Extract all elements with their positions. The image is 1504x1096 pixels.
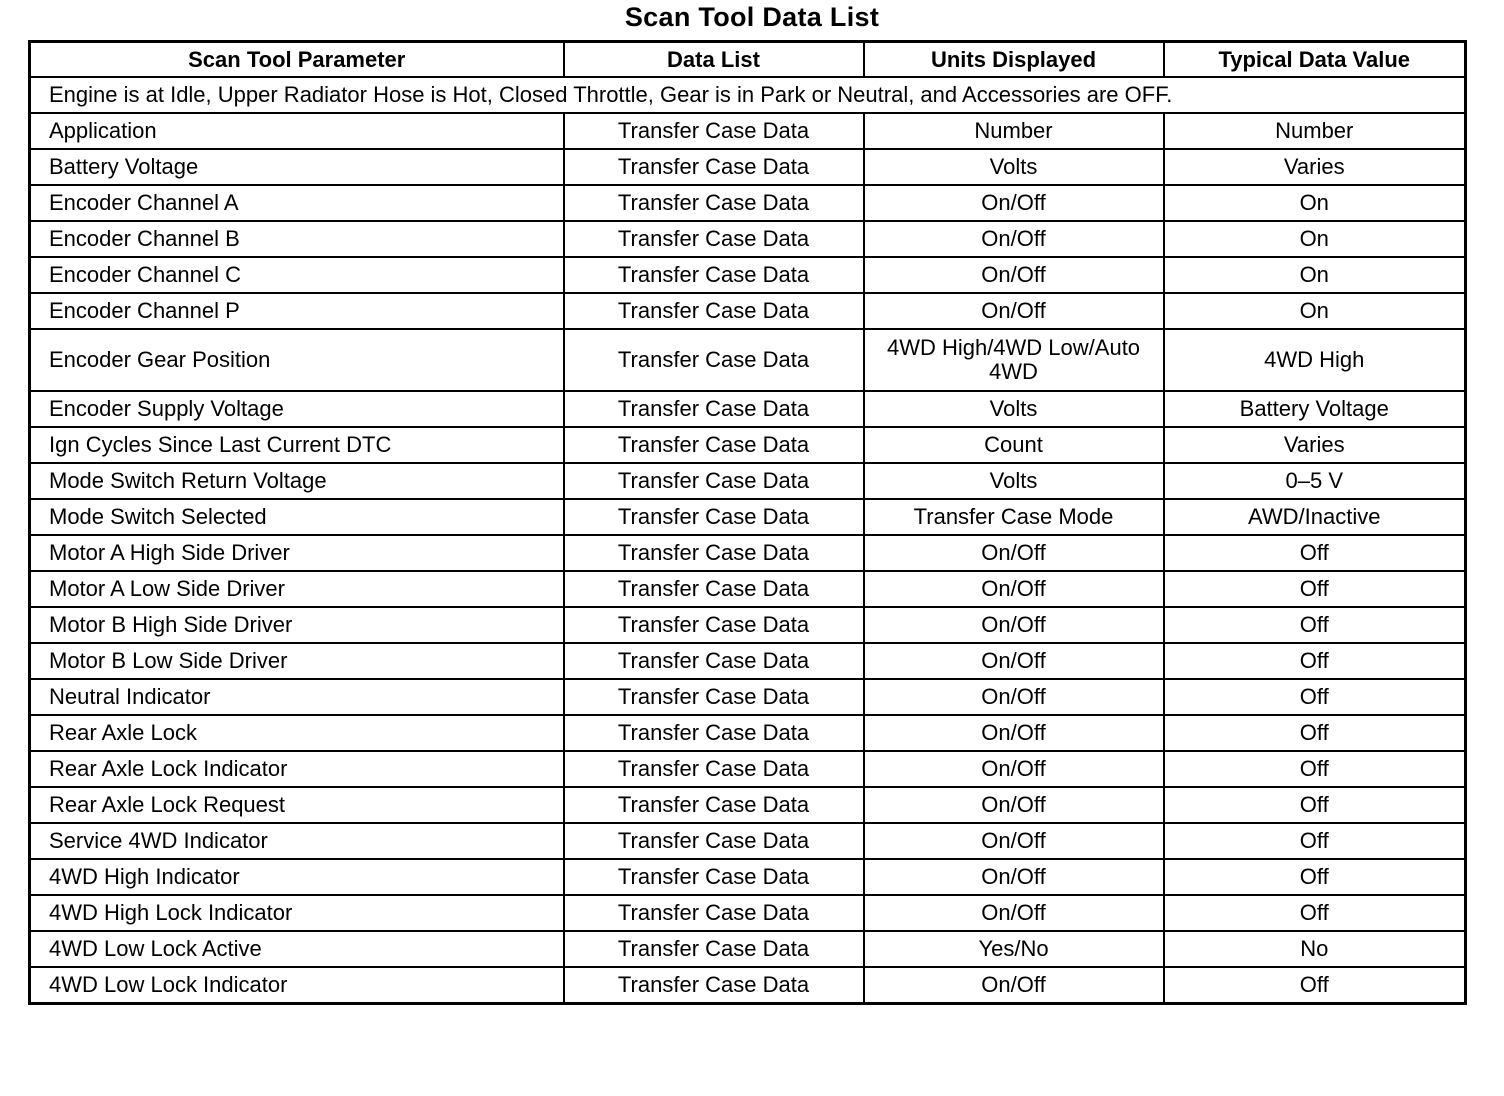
table-row (30, 643, 1466, 679)
cell-typical-value: AWD/Inactive (1164, 499, 1466, 535)
table-row (30, 427, 1466, 463)
cell-parameter: Motor A Low Side Driver (30, 571, 564, 607)
table-body (30, 77, 1466, 1004)
cell-typical-value: Varies (1164, 427, 1466, 463)
cell-data-list: Transfer Case Data (564, 679, 864, 715)
cell-parameter: Battery Voltage (30, 149, 564, 185)
table-row (30, 257, 1466, 293)
cell-data-list: Transfer Case Data (564, 293, 864, 329)
cell-typical-value: Off (1164, 751, 1466, 787)
cell-units: On/Off (864, 535, 1164, 571)
table-row (30, 293, 1466, 329)
cell-units: On/Off (864, 715, 1164, 751)
cell-typical-value: Off (1164, 967, 1466, 1004)
cell-data-list: Transfer Case Data (564, 149, 864, 185)
cell-parameter: Ign Cycles Since Last Current DTC (30, 427, 564, 463)
cell-data-list: Transfer Case Data (564, 787, 864, 823)
cell-data-list: Transfer Case Data (564, 221, 864, 257)
cell-units: On/Off (864, 751, 1164, 787)
cell-data-list: Transfer Case Data (564, 823, 864, 859)
cell-typical-value: 4WD High (1164, 329, 1466, 391)
cell-units: On/Off (864, 787, 1164, 823)
cell-units: 4WD High/4WD Low/Auto 4WD (864, 329, 1164, 391)
cell-units: On/Off (864, 823, 1164, 859)
table-row (30, 149, 1466, 185)
cell-parameter: Encoder Channel B (30, 221, 564, 257)
table-row (30, 607, 1466, 643)
header-parameter: Scan Tool Parameter (30, 42, 564, 78)
cell-typical-value: Off (1164, 571, 1466, 607)
cell-data-list: Transfer Case Data (564, 427, 864, 463)
condition-note: Engine is at Idle, Upper Radiator Hose is Hot, Closed Throttle, Gear is in Park or Neutral, and Accessories are OFF. (30, 77, 1466, 113)
table-row (30, 967, 1466, 1004)
cell-typical-value: On (1164, 293, 1466, 329)
cell-typical-value: Off (1164, 679, 1466, 715)
header-row (30, 42, 1466, 78)
cell-typical-value: 0–5 V (1164, 463, 1466, 499)
cell-data-list: Transfer Case Data (564, 607, 864, 643)
table-row (30, 715, 1466, 751)
cell-typical-value: Number (1164, 113, 1466, 149)
cell-parameter: Encoder Channel C (30, 257, 564, 293)
cell-parameter: 4WD Low Lock Active (30, 931, 564, 967)
cell-parameter: Application (30, 113, 564, 149)
cell-units: Count (864, 427, 1164, 463)
table-row (30, 185, 1466, 221)
cell-parameter: Rear Axle Lock Request (30, 787, 564, 823)
table-row (30, 391, 1466, 427)
cell-units: On/Off (864, 257, 1164, 293)
cell-parameter: 4WD Low Lock Indicator (30, 967, 564, 1004)
cell-typical-value: Battery Voltage (1164, 391, 1466, 427)
cell-parameter: Encoder Channel P (30, 293, 564, 329)
table-row (30, 679, 1466, 715)
cell-parameter: Mode Switch Selected (30, 499, 564, 535)
cell-parameter: Rear Axle Lock (30, 715, 564, 751)
cell-parameter: Encoder Channel A (30, 185, 564, 221)
cell-units: On/Off (864, 859, 1164, 895)
cell-parameter: 4WD High Indicator (30, 859, 564, 895)
table-row (30, 751, 1466, 787)
cell-units: Number (864, 113, 1164, 149)
cell-parameter: Neutral Indicator (30, 679, 564, 715)
cell-data-list: Transfer Case Data (564, 499, 864, 535)
cell-units: Volts (864, 149, 1164, 185)
cell-units: On/Off (864, 895, 1164, 931)
table-row (30, 895, 1466, 931)
cell-parameter: Service 4WD Indicator (30, 823, 564, 859)
cell-parameter: Motor B High Side Driver (30, 607, 564, 643)
cell-parameter: Encoder Supply Voltage (30, 391, 564, 427)
table-row (30, 571, 1466, 607)
table-row (30, 787, 1466, 823)
table-row (30, 823, 1466, 859)
cell-data-list: Transfer Case Data (564, 185, 864, 221)
cell-units: On/Off (864, 221, 1164, 257)
cell-parameter: Mode Switch Return Voltage (30, 463, 564, 499)
cell-typical-value: On (1164, 221, 1466, 257)
table-row (30, 463, 1466, 499)
table-row (30, 931, 1466, 967)
cell-units: On/Off (864, 571, 1164, 607)
cell-units: On/Off (864, 679, 1164, 715)
scan-tool-data-table (28, 40, 1467, 1005)
cell-typical-value: On (1164, 185, 1466, 221)
cell-units: Yes/No (864, 931, 1164, 967)
cell-units: On/Off (864, 185, 1164, 221)
header-typical-value: Typical Data Value (1164, 42, 1466, 78)
cell-units: On/Off (864, 293, 1164, 329)
cell-data-list: Transfer Case Data (564, 967, 864, 1004)
header-units: Units Displayed (864, 42, 1164, 78)
cell-parameter: 4WD High Lock Indicator (30, 895, 564, 931)
cell-units: On/Off (864, 643, 1164, 679)
cell-typical-value: Off (1164, 823, 1466, 859)
table-row (30, 535, 1466, 571)
cell-data-list: Transfer Case Data (564, 571, 864, 607)
cell-data-list: Transfer Case Data (564, 535, 864, 571)
condition-row (30, 77, 1466, 113)
cell-data-list: Transfer Case Data (564, 113, 864, 149)
header-data-list: Data List (564, 42, 864, 78)
cell-typical-value: Off (1164, 643, 1466, 679)
cell-typical-value: No (1164, 931, 1466, 967)
table-row (30, 113, 1466, 149)
cell-typical-value: Varies (1164, 149, 1466, 185)
cell-units: Transfer Case Mode (864, 499, 1164, 535)
table-row (30, 329, 1466, 391)
cell-parameter: Motor B Low Side Driver (30, 643, 564, 679)
table-row (30, 221, 1466, 257)
cell-parameter: Rear Axle Lock Indicator (30, 751, 564, 787)
cell-units: On/Off (864, 607, 1164, 643)
cell-units: Volts (864, 391, 1164, 427)
cell-data-list: Transfer Case Data (564, 463, 864, 499)
cell-typical-value: Off (1164, 859, 1466, 895)
cell-data-list: Transfer Case Data (564, 257, 864, 293)
cell-data-list: Transfer Case Data (564, 715, 864, 751)
cell-data-list: Transfer Case Data (564, 391, 864, 427)
cell-data-list: Transfer Case Data (564, 643, 864, 679)
cell-typical-value: Off (1164, 715, 1466, 751)
cell-data-list: Transfer Case Data (564, 931, 864, 967)
cell-typical-value: Off (1164, 607, 1466, 643)
table-row (30, 499, 1466, 535)
cell-data-list: Transfer Case Data (564, 895, 864, 931)
page-title: Scan Tool Data List (624, 2, 880, 32)
cell-units: Volts (864, 463, 1164, 499)
cell-typical-value: Off (1164, 895, 1466, 931)
cell-typical-value: On (1164, 257, 1466, 293)
cell-parameter: Motor A High Side Driver (30, 535, 564, 571)
cell-data-list: Transfer Case Data (564, 859, 864, 895)
cell-units: On/Off (864, 967, 1164, 1004)
cell-typical-value: Off (1164, 535, 1466, 571)
cell-data-list: Transfer Case Data (564, 751, 864, 787)
cell-typical-value: Off (1164, 787, 1466, 823)
table-row (30, 859, 1466, 895)
cell-data-list: Transfer Case Data (564, 329, 864, 391)
cell-parameter: Encoder Gear Position (30, 329, 564, 391)
